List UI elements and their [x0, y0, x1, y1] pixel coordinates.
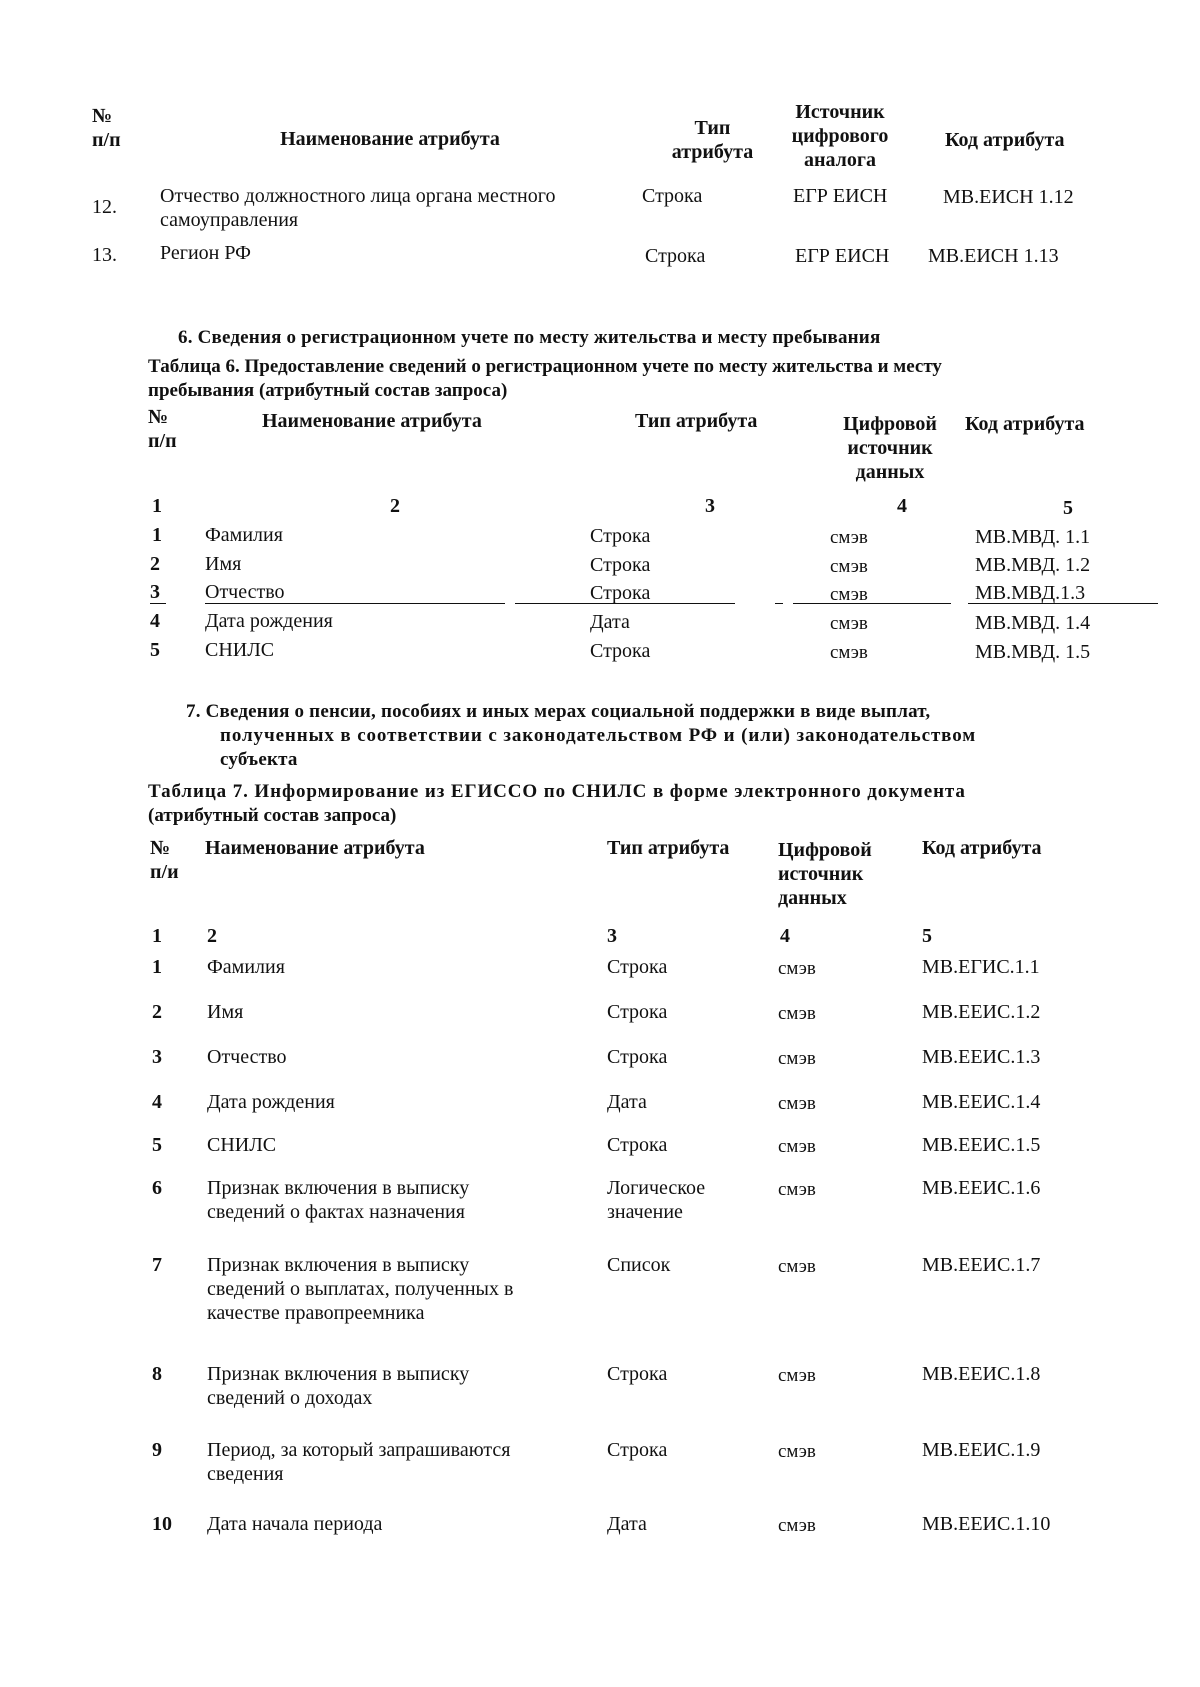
t7-row-9-code: МВ.ЕЕИС.1.9: [922, 1439, 1041, 1461]
t7-row-10-num: 10: [152, 1513, 172, 1535]
t5-header-num: [92, 104, 132, 152]
t7-header-source-line1: Цифровой: [778, 839, 872, 861]
t5-header-num-line1: №: [92, 105, 113, 127]
t5-row-12-num: 12.: [92, 196, 117, 218]
t6-colnum-1: 1: [152, 495, 162, 517]
t7-row-7-type: Список: [607, 1254, 671, 1276]
t7-colnum-1: 1: [152, 925, 162, 947]
t6-row-4-num: 4: [150, 610, 160, 632]
t7-row-1-num: 1: [152, 956, 162, 978]
t7-header-source: [778, 838, 872, 910]
t7-row-7-code: МВ.ЕЕИС.1.7: [922, 1254, 1041, 1276]
t7-row-8-type: Строка: [607, 1363, 668, 1385]
t7-row-8-source: смэв: [778, 1365, 816, 1386]
t7-row-5-source: смэв: [778, 1136, 816, 1157]
t5-header-name: Наименование атрибута: [280, 128, 500, 150]
t7-header-source-line2: источник: [778, 863, 864, 885]
t7-header-num: [150, 836, 179, 884]
t7-row-5-code: МВ.ЕЕИС.1.5: [922, 1134, 1041, 1156]
t7-row-10-code: МВ.ЕЕИС.1.10: [922, 1513, 1051, 1535]
t7-row-8-code: МВ.ЕЕИС.1.8: [922, 1363, 1041, 1385]
t5-row-12-code: МВ.ЕИСН 1.12: [943, 186, 1074, 208]
t6-row-1-type: Строка: [590, 525, 651, 547]
t7-row-1-source: смэв: [778, 958, 816, 979]
table-7-caption: [148, 780, 1113, 828]
t6-row-4-source: смэв: [830, 613, 868, 634]
t7-colnum-4: 4: [780, 925, 790, 947]
t6-row-5-name: СНИЛС: [205, 639, 275, 661]
t6-header-num: [148, 405, 177, 453]
t7-row-4-type: Дата: [607, 1091, 647, 1113]
t7-row-3-code: МВ.ЕЕИС.1.3: [922, 1046, 1041, 1068]
t7-row-5-num: 5: [152, 1134, 162, 1156]
t7-row-3-source: смэв: [778, 1048, 816, 1069]
t6-colnum-2: 2: [390, 495, 400, 517]
t7-header-source-line3: данных: [778, 887, 847, 909]
t6-header-code: Код атрибута: [965, 413, 1085, 435]
t6-row-2-num: 2: [150, 553, 160, 575]
t6-header-name: Наименование атрибута: [262, 410, 482, 432]
t6-row-4-name: Дата рождения: [205, 610, 333, 632]
t7-colnum-5: 5: [922, 925, 932, 947]
t7-row-2-num: 2: [152, 1001, 162, 1023]
t6-row-3-type: Строка: [590, 582, 651, 604]
t5-row-12-type: Строка: [642, 185, 703, 207]
t6-colnum-4: 4: [897, 495, 907, 517]
table-7-caption-line1: Таблица 7. Информирование из ЕГИССО по СНИЛС в форме электронного документа: [148, 781, 966, 802]
t6-header-source-line2: источник: [847, 437, 933, 459]
t7-row-2-code: МВ.ЕЕИС.1.2: [922, 1001, 1041, 1023]
t7-row-8-name: [207, 1362, 587, 1410]
t7-colnum-2: 2: [207, 925, 217, 947]
t7-row-5-name: СНИЛС: [207, 1134, 277, 1156]
t6-header-source-line1: Цифровой: [843, 413, 937, 435]
t6-row-1-num: 1: [152, 524, 162, 546]
t7-row-4-source: смэв: [778, 1093, 816, 1114]
t6-row-2-name: Имя: [205, 553, 242, 575]
t7-row-6-type: [607, 1176, 705, 1224]
t6-row-3-rule-1: [150, 603, 166, 604]
t5-header-source-line2: цифрового: [791, 125, 889, 147]
t6-row-3-name: Отчество: [205, 581, 285, 603]
t7-row-4-name: Дата рождения: [207, 1091, 335, 1113]
t6-header-num-line1: №: [148, 406, 169, 428]
section-6-heading: 6. Сведения о регистрационном учете по месту жительства и месту пребывания: [178, 327, 881, 348]
table-7-caption-line2: (атрибутный состав запроса): [148, 805, 397, 826]
t6-row-5-code: МВ.МВД. 1.5: [975, 641, 1091, 663]
t7-row-8-name-line2: сведений о доходах: [207, 1387, 373, 1409]
t5-row-13-type: Строка: [645, 245, 706, 267]
t6-row-5-source: смэв: [830, 642, 868, 663]
t5-header-code: Код атрибута: [945, 129, 1065, 151]
t5-header-type-line2: атрибута: [671, 141, 754, 163]
t5-header-type: [655, 116, 770, 164]
t7-row-8-name-line1: Признак включения в выписку: [207, 1363, 470, 1385]
t6-row-4-code: МВ.МВД. 1.4: [975, 612, 1091, 634]
t6-colnum-3: 3: [705, 495, 715, 517]
t5-row-12-name: [160, 184, 640, 232]
t7-row-3-name: Отчество: [207, 1046, 287, 1068]
t7-header-type: Тип атрибута: [607, 837, 730, 859]
t7-row-4-num: 4: [152, 1091, 162, 1113]
t6-row-3-rule-3: [515, 603, 735, 604]
t7-row-6-num: 6: [152, 1177, 162, 1199]
t6-row-5-type: Строка: [590, 640, 651, 662]
t7-row-6-name-line1: Признак включения в выписку: [207, 1177, 470, 1199]
t5-row-12-source: ЕГР ЕИСН: [793, 185, 888, 207]
t7-row-7-name: [207, 1253, 587, 1325]
t7-row-9-num: 9: [152, 1439, 162, 1461]
t6-row-1-code: МВ.МВД. 1.1: [975, 526, 1091, 548]
t7-row-9-type: Строка: [607, 1439, 668, 1461]
t7-row-6-name-line2: сведений о фактах назначения: [207, 1201, 465, 1223]
t7-row-2-type: Строка: [607, 1001, 668, 1023]
t5-row-12-name-line1: Отчество должностного лица органа местного: [160, 185, 556, 207]
t7-row-1-type: Строка: [607, 956, 668, 978]
t5-header-source-line3: аналога: [803, 149, 876, 171]
t6-row-2-type: Строка: [590, 554, 651, 576]
t6-row-2-source: смэв: [830, 556, 868, 577]
t7-colnum-3: 3: [607, 925, 617, 947]
t5-header-type-line1: Тип: [694, 117, 731, 139]
t5-header-num-line2: п/п: [92, 129, 121, 151]
t6-row-4-type: Дата: [590, 611, 630, 633]
section-7-heading-line2: полученных в соответствии с законодательством РФ и (или) законодательством: [220, 725, 977, 746]
t7-row-9-name-line1: Период, за который запрашиваются: [207, 1439, 511, 1461]
t6-row-3-rule-6: [968, 603, 1158, 604]
t6-header-num-line2: п/п: [148, 430, 177, 452]
t6-colnum-5: 5: [1063, 497, 1073, 519]
t7-row-7-source: смэв: [778, 1256, 816, 1277]
t7-row-8-num: 8: [152, 1363, 162, 1385]
section-7-heading: [186, 700, 1121, 772]
t7-header-name: Наименование атрибута: [205, 837, 425, 859]
t6-row-1-name: Фамилия: [205, 524, 283, 546]
t7-row-7-name-line3: качестве правопреемника: [207, 1302, 425, 1324]
t5-row-12-name-line2: самоуправления: [160, 209, 299, 231]
t6-header-source-line3: данных: [855, 461, 925, 483]
t5-header-source-line1: Источник: [795, 101, 885, 123]
t7-row-10-name: Дата начала периода: [207, 1513, 383, 1535]
t7-row-3-type: Строка: [607, 1046, 668, 1068]
t6-row-2-code: МВ.МВД. 1.2: [975, 554, 1091, 576]
t7-row-7-num: 7: [152, 1254, 162, 1276]
t7-row-10-type: Дата: [607, 1513, 647, 1535]
section-7-heading-line1: 7. Сведения о пенсии, пособиях и иных мерах социальной поддержки в виде выплат,: [186, 701, 931, 722]
t6-row-3-rule-4: [775, 603, 783, 604]
t7-row-1-name: Фамилия: [207, 956, 285, 978]
t5-header-source: [780, 100, 900, 172]
t5-row-13-name: Регион РФ: [160, 242, 251, 264]
table-6-caption-line2: пребывания (атрибутный состав запроса): [148, 380, 508, 401]
t7-row-7-name-line1: Признак включения в выписку: [207, 1254, 470, 1276]
t7-row-6-name: [207, 1176, 587, 1224]
table-6-caption-line1: Таблица 6. Предоставление сведений о регистрационном учете по месту жительства и месту: [148, 356, 942, 377]
t7-row-9-name: [207, 1438, 597, 1486]
t5-row-13-num: 13.: [92, 244, 117, 266]
t7-header-code: Код атрибута: [922, 837, 1042, 859]
t5-row-13-source: ЕГР ЕИСН: [795, 245, 890, 267]
t7-row-6-type-line2: значение: [607, 1201, 683, 1223]
t6-row-1-source: смэв: [830, 527, 868, 548]
t7-row-3-num: 3: [152, 1046, 162, 1068]
t7-header-num-line2: п/и: [150, 861, 179, 883]
table-6-caption: [148, 355, 1113, 403]
t7-row-2-source: смэв: [778, 1003, 816, 1024]
t7-row-5-type: Строка: [607, 1134, 668, 1156]
t6-row-3-code: МВ.МВД.1.3: [975, 582, 1086, 604]
t7-row-4-code: МВ.ЕЕИС.1.4: [922, 1091, 1041, 1113]
t6-row-3-num: 3: [150, 581, 160, 603]
t7-row-9-source: смэв: [778, 1441, 816, 1462]
t5-row-13-code: МВ.ЕИСН 1.13: [928, 245, 1059, 267]
t7-row-6-code: МВ.ЕЕИС.1.6: [922, 1177, 1041, 1199]
t7-row-6-type-line1: Логическое: [607, 1177, 706, 1199]
t6-row-3-rule-2: [205, 603, 505, 604]
section-7-heading-line3: субъекта: [220, 749, 298, 770]
t6-row-3-source: смэв: [830, 584, 868, 605]
t7-row-1-code: МВ.ЕГИС.1.1: [922, 956, 1040, 978]
t7-header-num-line1: №: [150, 837, 171, 859]
t7-row-9-name-line2: сведения: [207, 1463, 284, 1485]
t6-header-source: [830, 412, 950, 484]
t6-header-type: Тип атрибута: [635, 410, 758, 432]
t7-row-2-name: Имя: [207, 1001, 244, 1023]
t7-row-6-source: смэв: [778, 1179, 816, 1200]
t7-row-10-source: смэв: [778, 1515, 816, 1536]
t6-row-5-num: 5: [150, 639, 160, 661]
t7-row-7-name-line2: сведений о выплатах, полученных в: [207, 1278, 514, 1300]
t6-row-3-rule-5: [793, 603, 951, 604]
